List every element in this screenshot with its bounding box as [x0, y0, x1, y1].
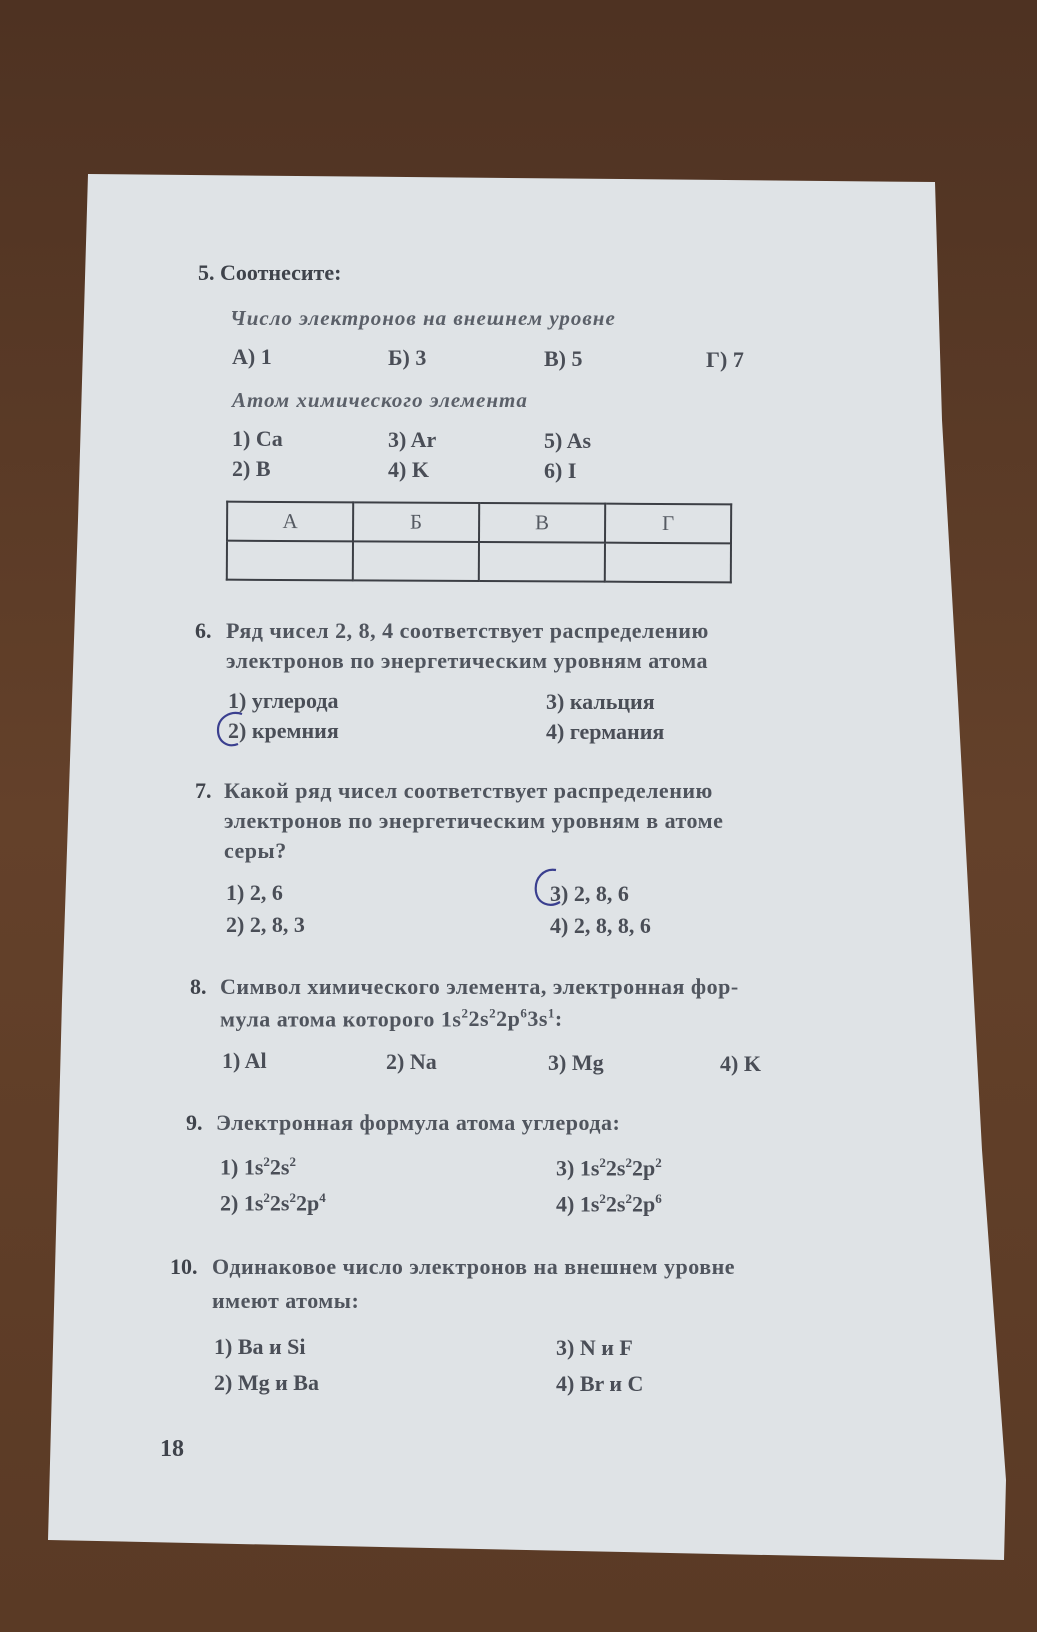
- formula-orbital: 2s: [605, 1191, 626, 1217]
- option-label: 2): [220, 1190, 244, 1216]
- option-label: 1): [220, 1154, 244, 1180]
- q5-subtitle-electrons: Число электронов на внешнем уровне: [230, 306, 616, 330]
- q9-number: 9.: [186, 1110, 203, 1135]
- answer-cell-v[interactable]: [479, 542, 605, 582]
- q8-option-1: 1) Al: [222, 1048, 267, 1073]
- formula-orbital: 2s: [468, 1006, 490, 1032]
- answer-header-b: Б: [353, 502, 479, 542]
- formula-orbital: 2p: [631, 1191, 656, 1217]
- q8-option-3: 3) Mg: [548, 1050, 604, 1075]
- q6-option-2: 2) кремния: [228, 718, 339, 743]
- formula-superscript: 6: [520, 1006, 528, 1021]
- formula-superscript: 2: [599, 1155, 606, 1170]
- q5-letter-b: Б) 3: [388, 345, 427, 370]
- q5-letter-a: А) 1: [232, 344, 272, 369]
- page-number: 18: [160, 1436, 184, 1462]
- answer-cell-g[interactable]: [605, 543, 731, 583]
- q5-atom-2: 2) B: [232, 456, 271, 481]
- q9-option-4: [556, 1191, 662, 1217]
- formula-orbital: 2s: [605, 1155, 626, 1181]
- answer-cell-a[interactable]: [227, 541, 353, 581]
- formula-orbital: 2p: [496, 1006, 521, 1032]
- q10-text-line1: Одинаковое число электронов на внешнем уровне: [212, 1254, 736, 1279]
- formula-orbital: 1s: [243, 1190, 264, 1216]
- q8-option-2: 2) Na: [386, 1049, 437, 1074]
- q10-text-line2: имеют атомы:: [212, 1288, 360, 1313]
- option-label: 4): [556, 1191, 580, 1217]
- q8-text-line1: Символ химического элемента, электронная фор-: [220, 974, 739, 999]
- q10-option-2: 2) Mg и Ba: [214, 1370, 319, 1395]
- formula-orbital: 1s: [579, 1155, 600, 1181]
- formula-superscript: 2: [289, 1190, 296, 1205]
- q6-number: 6.: [195, 618, 212, 643]
- formula-superscript: 6: [655, 1191, 662, 1206]
- formula-orbital: 1s: [243, 1154, 264, 1180]
- q10-option-4: 4) Br и C: [556, 1371, 644, 1396]
- q8-formula-start: мула атома которого 1s: [220, 1006, 462, 1032]
- formula-superscript: 2: [625, 1191, 632, 1206]
- formula-orbital: 2p: [631, 1155, 656, 1181]
- formula-orbital: 2s: [269, 1154, 290, 1180]
- formula-orbital: 2s: [269, 1190, 290, 1216]
- formula-superscript: 2: [289, 1154, 296, 1169]
- q8-option-4: 4) K: [720, 1051, 761, 1076]
- q5-atom-6: 6) I: [544, 458, 577, 483]
- formula-superscript: 2: [625, 1155, 632, 1170]
- formula-orbital: 1s: [579, 1191, 600, 1217]
- q8-formula: [462, 1006, 563, 1031]
- pen-circle-mark-icon: [212, 708, 252, 750]
- q7-text-line3: серы?: [224, 838, 287, 863]
- q7-option-1: 1) 2, 6: [226, 880, 283, 905]
- q7-option-4: 4) 2, 8, 8, 6: [550, 913, 651, 938]
- q5-letter-v: В) 5: [544, 346, 583, 371]
- formula-superscript: 4: [319, 1190, 326, 1205]
- q6-text-line1: Ряд чисел 2, 8, 4 соответствует распределению: [226, 618, 709, 643]
- formula-orbital: 3s: [527, 1006, 548, 1032]
- q7-text-line2: электронов по энергетическим уровням в атоме: [224, 808, 724, 833]
- answer-table-header-row: [227, 502, 731, 544]
- formula-superscript: 2: [263, 1154, 270, 1169]
- q5-answer-table: [226, 501, 732, 584]
- q10-option-3: 3) N и F: [556, 1335, 633, 1360]
- q5-atom-1: 1) Ca: [232, 426, 283, 451]
- q7-text-line1: Какой ряд чисел соответствует распределению: [224, 778, 713, 803]
- q9-option-2: [220, 1190, 326, 1216]
- formula-superscript: 2: [489, 1006, 497, 1021]
- q9-option-3: [556, 1155, 662, 1181]
- q6-text-line2: электронов по энергетическим уровням атома: [226, 648, 709, 673]
- answer-header-a: А: [227, 502, 353, 542]
- answer-table-value-row: [227, 541, 731, 583]
- q9-option-1: [220, 1154, 296, 1180]
- formula-superscript: 2: [263, 1190, 270, 1205]
- q5-atom-4: 4) K: [388, 457, 429, 482]
- q6-option-3: 3) кальция: [546, 689, 655, 714]
- q9-text-line1: Электронная формула атома углерода:: [216, 1110, 621, 1135]
- q7-number: 7.: [195, 778, 212, 803]
- q8-number: 8.: [190, 974, 207, 999]
- q10-option-1: 1) Ba и Si: [214, 1334, 306, 1359]
- formula-superscript: 2: [599, 1191, 606, 1206]
- q5-title: 5. Соотнесите:: [198, 260, 342, 285]
- formula-superscript: 2: [655, 1155, 662, 1170]
- formula-superscript: 2: [461, 1006, 469, 1021]
- answer-cell-b[interactable]: [353, 541, 479, 581]
- q8-text-line2: [220, 1006, 563, 1032]
- q6-option-1: 1) углерода: [228, 688, 339, 713]
- pen-circle-mark-icon: [530, 866, 570, 912]
- formula-orbital: 2p: [295, 1190, 320, 1216]
- q7-option-3: 3) 2, 8, 6: [550, 881, 629, 906]
- answer-header-v: В: [479, 503, 605, 543]
- q5-letter-g: Г) 7: [706, 347, 744, 372]
- option-label: 3): [556, 1155, 580, 1181]
- q7-option-2: 2) 2, 8, 3: [226, 912, 305, 937]
- q5-atom-5: 5) As: [544, 428, 592, 453]
- q5-subtitle-atom: Атом химического элемента: [232, 388, 528, 412]
- q5-atom-3: 3) Ar: [388, 427, 437, 452]
- q10-number: 10.: [170, 1254, 198, 1279]
- q6-option-4: 4) германия: [546, 719, 665, 744]
- formula-orbital: :: [554, 1006, 563, 1032]
- formula-superscript: 1: [547, 1006, 555, 1021]
- answer-header-g: Г: [605, 504, 731, 544]
